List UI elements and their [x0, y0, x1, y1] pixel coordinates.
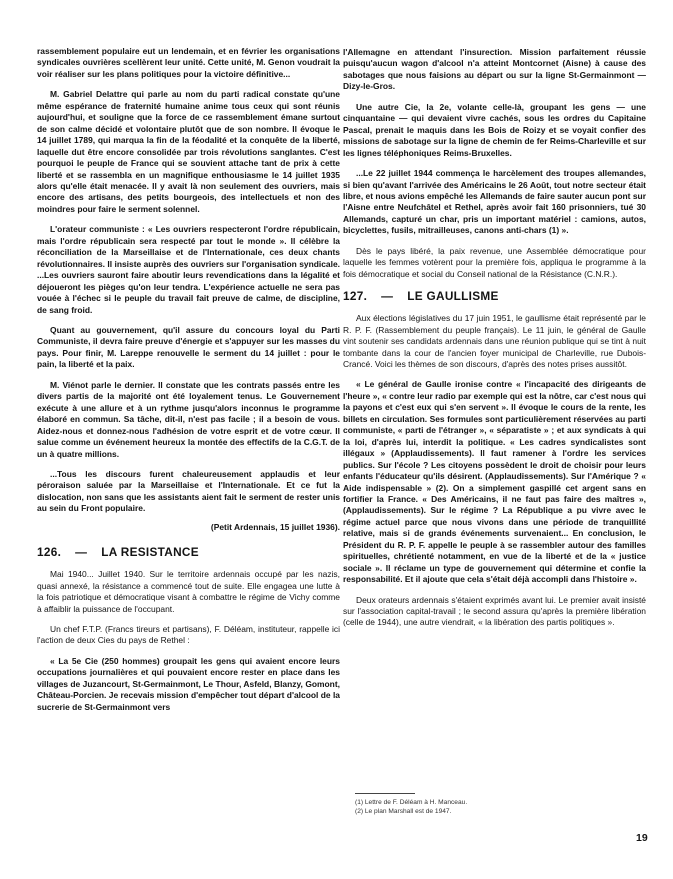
paragraph: M. Gabriel Delattre qui parle au nom du parti radical constate qu'une même espérance de fraternité humaine anime tous ceux qui sont réunis aujourd'hui, et souligne que la force de ce rassemblement émane surtout de son calme décidé et volontaire plutôt que de son nombre. Il évoque le 14 juillet 1789, qui marqua la fin de la féodalité et la conquête de la liberté, laquelle dut être encore consolidée par trois révolutions sanglantes. C'est pourquoi le peuple de France qui se souvient attache tant de prix à cette liberté et se rassembla en un magnifique enthousiasme le 14 juillet 1935 alors qu'elle était menacée. Il y avait là non seulement des ouvriers, mais encore des artisans, des petits bourgeois, des intellectuels et non des moindres pour faire le serment solennel. — [37, 89, 340, 214]
paragraph: ...Tous les discours furent chaleureusement applaudis et leur péroraison saluée par la Marseillaise et l'Internationale. Et ce fut la dislocation, non sans que les assistants aient fait le serment de rester unis au sein du Front populaire. — [37, 468, 340, 514]
paragraph: Mai 1940... Juillet 1940. Sur le territoire ardennais occupé par les nazis, quasi annexé, la résistance a commencé tout de suite. Elle engagea une lutte à la fois patriotique et démocratique visant à combattre le régime de Vichy comme à affaiblir la puissance de l'occupant. — [37, 569, 340, 614]
paragraph: M. Viénot parle le dernier. Il constate que les contrats passés entre les divers partis de la majorité ont été loyalement tenus. Le Gouvernement exécute à une allure et à un rythme jusqu'alors inconnus le programme élaboré en commun. Sa tâche, dit-il, n'est pas facile ; il a besoin de vous. Aidez-nous et donnez-nous l'adhésion de votre esprit et de votre cœur. Il salue comme un événement heureux la montée des effectifs de la C.G.T. de un à quatre millions. — [37, 379, 340, 459]
source-citation: (Petit Ardennais, 15 juillet 1936). — [210, 521, 340, 532]
left-column — [37, 46, 340, 722]
paragraph: Aux élections législatives du 17 juin 1951, le gaullisme était représenté par le R. P. F. (Rassemblement du peuple français). Le 11 juin, le général de Gaulle vint soutenir ses candidats ardennais dans une réunion publique qui se tint à nuit tombante dans la cour de l'ancien foyer municipal de Charleville, rue Dubois-Crancé. Voici les thèmes de son discours, d'après des notes prises aussitôt. — [343, 313, 646, 369]
paragraph: Un chef F.T.P. (Francs tireurs et partisans), F. Déléam, instituteur, rappelle ici l'action de deux Cies du pays de Rethel : — [37, 624, 340, 646]
footnotes — [343, 793, 646, 816]
section-title: LE GAULLISME — [407, 289, 499, 304]
paragraph: « La 5e Cie (250 hommes) groupait les gens qui avaient encore leurs occupations journalières et qui pouvaient encore rester en place dans les villages de Juzancourt, St-Germainmont, Le Thour, Asfeld, Blanzy, Gomont, Château-Porcien. Je recevais mission d'empêcher tout départ d'alcool de la sucrerie de St-Germainmont vers — [37, 655, 340, 712]
paragraph: ...Le 22 juillet 1944 commença le harcèlement des troupes allemandes, si bien qu'avant l'arrivée des Américains le 26 Août, tout notre secteur était libre, et nous avions empêché les Allemands de faire sauter aucun pont sur l'Aisne entre Neufchâtel et Rethel, après avoir fait 160 prisonniers, tué 30 Allemands, capturé un char, pris un important matériel : camions, autos, bicyclettes, fusils, mitrailleuses, canons anti-chars (1) ». — [343, 168, 646, 236]
right-column — [343, 47, 646, 638]
section-number: 126. — [37, 545, 62, 560]
paragraph: rassemblement populaire eut un lendemain, et en février les organisations syndicales ouvrières scellèrent leur unité. Cette unité, M. Genon voudrait la voir réaliser sur les plans politiques pour la victoire définitive... — [37, 46, 340, 79]
section-heading-127 — [343, 289, 646, 303]
section-dash: — — [75, 545, 88, 560]
page-number: 19 — [636, 832, 648, 844]
section-dash: — — [381, 289, 394, 304]
section-title: LA RESISTANCE — [101, 545, 199, 560]
footnote-2: (2) Le plan Marshall est de 1947. — [355, 808, 452, 815]
paragraph: L'orateur communiste : « Les ouvriers respecteront l'ordre républicain, mais l'ordre républicain sera respecté par tout le monde ». Il célèbre la réconciliation de la Marseillaise et de l'Internationale, ces deux chants révolutionnaires. Il insiste auprès des ouvriers sur l'organisation syndicale. ...Les ouvriers sauront faire aboutir leurs revendications dans la légalité et déjoueront les pièges qu'on leur tendra. L'expérience actuelle ne sera pas vouée à l'échec si le peuple du travail fait preuve de calme, de discipline, de sang froid. — [37, 224, 340, 315]
paragraph: l'Allemagne en attendant l'insurection. Mission parfaitement réussie puisqu'aucun wagon d'alcool n'a atteint Montcornet (Aisne) à cause des sabotages que nous faisions au départ ou sur la ligne St-Germainmont — Dizy-le-Gros. — [343, 47, 646, 92]
paragraph: Une autre Cie, la 2e, volante celle-là, groupant les gens — une cinquantaine — qui devaient vivre cachés, sous les ordres du Capitaine Pascal, prenait le maquis dans les Bois de Roizy et se voyait confier des missions de sabotage sur la ligne de chemin de fer Reims-Charleville et sur les lignes téléphoniques Reims-Bruxelles. — [343, 101, 646, 158]
paragraph: « Le général de Gaulle ironise contre « l'incapacité des dirigeants de l'heure », « contre leur radio par exemple qui est la nôtre, car c'est nous qui la payons et c'est eux qui s'en servent ». Il évoque le cours de la rente, les billets en circulation. Ses formules sont particulièrement réservées au parti communiste, « parti de l'étranger », « séparatiste » ; et aux syndicats à qui la loi, d'après lui, interdit la politique. « Les cadres syndicalistes sont illégaux » (Applaudissements). Il faut ramener à l'ordre les services publics. Sur l'école ? Les citoyens possèdent le droit de choisir pour leurs enfants l'éducateur qu'ils désirent. (Applaudissements). Sur l'Amérique ? « Aide indispensable » (2). On a simplement gaspillé cet argent sans en fortifier la France. « Des Américains, il ne faut pas faire des maîtres », (Applaudissements). Sur le régime ? La République a pu vivre avec le régime actuel parce que nous vivons dans une période de tranquillité relative, mais si de grands événements survenaient... En conclusion, le Président du R. P. F. appelle le peuple à se rassembler autour des familles spirituelles, chrétienté notamment, en vue de la liberté et de la « justice sociale ». Il réclame un type de gouvernement qui détermine et confie la responsabilité. Et il ajoute que cela s'était déjà accompli dans l'histoire ». — [343, 379, 646, 585]
footnote-rule — [355, 793, 415, 794]
section-heading-126 — [37, 545, 340, 559]
section-number: 127. — [343, 289, 368, 304]
footnote-1: (1) Lettre de F. Déléam à H. Manceau. — [355, 799, 468, 806]
paragraph: Deux orateurs ardennais s'étaient exprimés avant lui. Le premier avait insisté sur l'association capital-travail ; le second assura qu'après la première libération (celle de 1944), une autre viendrait, « la libération des partis politiques ». — [343, 594, 646, 628]
paragraph: Dès le pays libéré, la paix revenue, une Assemblée démocratique pour laquelle les femmes votèrent pour la première fois, appliqua le programme à la fois démocratique et social du Conseil national de la Résistance (C.N.R.). — [343, 245, 646, 279]
paragraph: Quant au gouvernement, qu'il assure du concours loyal du Parti Communiste, il devra faire preuve d'énergie et s'appuyer sur les masses du pays. Pour finir, M. Lareppe renouvelle le serment du 14 juillet : pour le pain, la liberté et la paix. — [37, 324, 340, 370]
